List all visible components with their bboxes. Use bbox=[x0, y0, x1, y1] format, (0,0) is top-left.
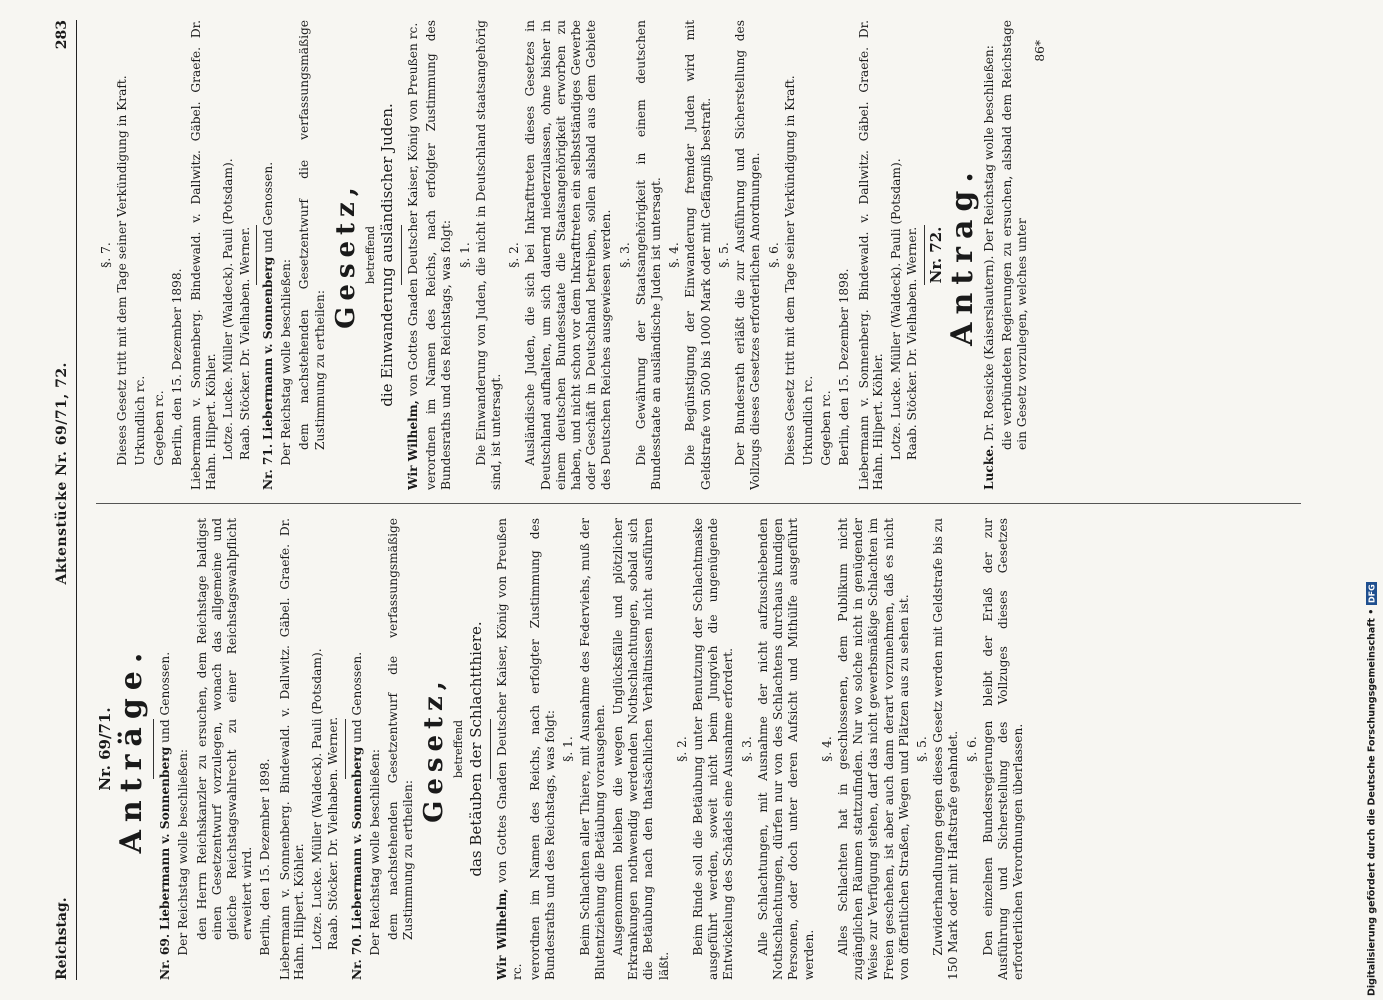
column-right bbox=[96, 20, 1316, 490]
paragraph-text: Ausgenommen bleiben die wegen Unglücksfälle und plötzlicher Erkrankungen nothwendig werdenden Nothschlachtungen, sobald sich die Betäubung nach den thatsächlichen Verhältnissen nicht ausführen läßt. bbox=[611, 518, 671, 980]
closing-formula: Gegeben rc. bbox=[819, 390, 834, 466]
signature-line: Raab. Stöcker. Dr. Vielhaben. Werner. bbox=[326, 716, 341, 950]
paragraph-number: §. 3. bbox=[617, 242, 632, 268]
column-left bbox=[96, 518, 1316, 980]
paragraph-number: §. 2. bbox=[507, 242, 522, 268]
divider bbox=[256, 225, 257, 285]
motion-tail: und Genossen. bbox=[349, 651, 364, 743]
motion-tail: und Genossen. bbox=[261, 161, 276, 253]
emperor-title: von Gottes Gnaden Deutscher Kaiser, König von Preußen rc. bbox=[406, 22, 421, 397]
motion-tail: und Genossen. bbox=[158, 651, 173, 743]
divider bbox=[490, 719, 491, 779]
preamble bbox=[406, 20, 421, 490]
law-heading: Gesetz, bbox=[330, 181, 361, 329]
paragraph-text: Den einzelnen Bundesregierungen bleibt der Erlaß der zur Ausführung und Sicherstellung des Vollzuges dieses Gesetzes erforderlichen Verordnungen überlassen. bbox=[980, 518, 1026, 980]
motion-author: Liebermann v. Sonnenberg bbox=[349, 746, 364, 930]
paragraph-number: §. 5. bbox=[914, 736, 929, 762]
paragraph-number: §. 4. bbox=[819, 736, 834, 762]
paragraph-number: §. 6. bbox=[964, 736, 979, 762]
motion-body: dem nachstehenden Gesetzentwurf die verfassungsmäßige Zustimmung zu ertheilen: bbox=[386, 518, 416, 940]
law-title: die Einwanderung ausländischer Juden. bbox=[378, 103, 397, 407]
paragraph-number: §. 5. bbox=[716, 242, 731, 268]
emperor-title: von Gottes Gnaden Deutscher Kaiser, König von Preußen rc. bbox=[494, 518, 524, 980]
paragraph-text: Die Gewährung der Staatsangehörigkeit in einem deutschen Bundesstaate an ausländische Juden ist untersagt. bbox=[633, 20, 664, 490]
motion-intro: Der Reichstag wolle beschließen: bbox=[176, 748, 191, 956]
motion-body: den Herrn Reichskanzler zu ersuchen, dem Reichstage baldigst einen Gesetzentwurf vorzulegen, wonach das allgemeine und gleiche Reichstagswahlrecht zu einer Reichstagswahlpflicht erweitert wird. bbox=[194, 518, 255, 940]
section-number: Nr. 72. bbox=[926, 226, 945, 284]
divider bbox=[153, 719, 154, 779]
emperor-name: Wir Wilhelm, bbox=[494, 888, 509, 980]
section-title: Anträge. bbox=[114, 644, 150, 854]
paragraph-text: Der Bundesrath erläßt die zur Ausführung und Sicherstellung des Vollzugs dieses Gesetzes erforderlichen Anordnungen. bbox=[733, 20, 763, 490]
signature-line: Raab. Stöcker. Dr. Vielhaben. Werner. bbox=[237, 226, 252, 460]
motion-number: Nr. 69. bbox=[158, 933, 173, 980]
paragraph-text: Zuwiderhandlungen gegen dieses Gesetz werden mit Geldstrafe bis zu 150 Mark oder mit Haftstrafe geahndet. bbox=[931, 518, 961, 980]
motion-author: Lucke. bbox=[981, 444, 996, 490]
section-title: Antrag. bbox=[944, 164, 980, 346]
signature-mark: 86* bbox=[1033, 40, 1048, 62]
motion-body: dem nachstehenden Gesetzentwurf die verfassungsmäßige Zustimmung zu ertheilen: bbox=[297, 20, 327, 450]
paragraph-text: Beim Schlachten aller Thiere, mit Ausnahme des Federviehs, muß der Blutentziehung die Betäubung vorausgehen. bbox=[577, 518, 607, 980]
paragraph-number: §. 7. bbox=[99, 242, 113, 268]
motion-author: Liebermann v. Sonnenberg bbox=[158, 746, 173, 930]
dfg-logo: DFG bbox=[1367, 583, 1377, 603]
motion-date: Berlin, den 15. Dezember 1898. bbox=[837, 268, 852, 466]
paragraph-text: Dieses Gesetz tritt mit dem Tage seiner Verkündigung in Kraft. bbox=[782, 75, 797, 466]
header-title: Aktenstücke Nr. 69/71, 72. bbox=[54, 362, 71, 585]
preamble-decree: verordnen im Namen des Reichs, nach erfolgter Zustimmung des Bundesraths und des Reichstags, was folgt: bbox=[424, 20, 454, 490]
emperor-name: Wir Wilhelm, bbox=[406, 400, 421, 490]
paragraph-text: Ausländische Juden, die sich bei Inkrafttreten dieses Gesetzes in Deutschland aufhalten, um sich dauernd niederzulassen, ohne bisher in einem deutschen Bundesstaate die Staatsangehörigkeit erworben zu haben, und nicht schon vor dem Inkrafttreten ein selbstständiges Gewerbe oder Geschäft in Deutschland betreiben, sollen alsbald aus dem Gebiete des Deutschen Reiches ausgewiesen werden. bbox=[523, 20, 614, 490]
signatures bbox=[857, 20, 920, 490]
signature-line: Liebermann v. Sonnenberg. Bindewald. v. Dallwitz. Gäbel. Graefe. Dr. Hahn. Hilpert. Köhler. bbox=[189, 20, 218, 490]
closing-formula: Urkundlich rc. bbox=[133, 375, 148, 466]
preamble-decree: verordnen im Namen des Reichs, nach erfolgter Zustimmung des Bundesraths und des Reichstags, was folgt: bbox=[528, 518, 558, 980]
paragraph-number: §. 1. bbox=[457, 242, 472, 268]
paragraph-number: §. 1. bbox=[561, 736, 576, 762]
signature-line: Lotze. Lucke. Müller (Waldeck). Pauli (Potsdam). bbox=[309, 648, 324, 950]
paragraph-number: §. 3. bbox=[739, 736, 754, 762]
closing-formula: Gegeben rc. bbox=[151, 390, 166, 466]
signature-line: Liebermann v. Sonnenberg. Bindewald. v. Dallwitz. Gäbel. Graefe. Dr. Hahn. Hilpert. Köhler. bbox=[277, 518, 307, 980]
motion-author: Liebermann v. Sonnenberg bbox=[261, 256, 276, 440]
divider bbox=[924, 225, 925, 285]
header-left: Reichstag. bbox=[54, 897, 71, 980]
paragraph-text: Dieses Gesetz tritt mit dem Tage seiner Verkündigung in Kraft. bbox=[115, 75, 130, 466]
paragraph-text: Alle Schlachtungen, mit Ausnahme der nicht aufzuschiebenden Nothschlachtungen, dürfen nur von des Schlachtens durchaus kundigen Personen, oder doch unter deren Aufsicht und Mithülfe ausgeführt werden. bbox=[755, 518, 816, 980]
signatures bbox=[189, 20, 252, 490]
motion-70-heading bbox=[350, 518, 365, 980]
motion-intro: Dr. Roesicke (Kaiserslautern). Der Reichstag wolle beschließen: bbox=[981, 45, 996, 441]
paragraph-text: Beim Rinde soll die Betäubung unter Benutzung der Schlachtmaske ausgeführt werden, soweit nicht beim Jungvieh die ungenügende Entwickelung des Schädels eine Ausnahme erfordert. bbox=[691, 518, 736, 980]
paragraph-number: §. 4. bbox=[667, 242, 682, 268]
signature-line: Lotze. Lucke. Müller (Waldeck). Pauli (Potsdam). bbox=[221, 158, 236, 460]
divider bbox=[401, 225, 402, 285]
law-title: das Betäuben der Schlachtthiere. bbox=[466, 621, 485, 877]
closing-formula: Urkundlich rc. bbox=[800, 375, 815, 466]
rotated-page-content bbox=[50, 20, 1320, 980]
motion-71-heading bbox=[261, 20, 276, 490]
preamble bbox=[495, 518, 525, 980]
divider bbox=[345, 719, 346, 779]
section-number: Nr. 69/71. bbox=[96, 707, 114, 791]
signature-line: Raab. Stöcker. Dr. Vielhaben. Werner. bbox=[905, 226, 920, 460]
motion-intro: Der Reichstag wolle beschließen: bbox=[279, 258, 294, 466]
signature-line: Lotze. Lucke. Müller (Waldeck). Pauli (Potsdam). bbox=[888, 158, 903, 460]
paragraph-number: §. 2. bbox=[674, 736, 689, 762]
motion-intro: Der Reichstag wolle beschließen: bbox=[367, 748, 382, 956]
motion-72-heading bbox=[982, 20, 997, 490]
law-betreffend: betreffend bbox=[452, 719, 466, 779]
paragraph-text: Die Einwanderung von Juden, die nicht in Deutschland staatsangehörig sind, ist untersagt. bbox=[473, 20, 504, 490]
motion-date: Berlin, den 15. Dezember 1898. bbox=[169, 268, 184, 466]
dfg-credit-text: Digitalisierung gefördert durch die Deutsche Forschungsgemeinschaft • bbox=[1366, 608, 1378, 996]
motion-number: Nr. 70. bbox=[349, 933, 364, 980]
motion-body: die verbündeten Regierungen zu ersuchen, alsbald dem Reichstage ein Gesetz vorzulegen, welches unter bbox=[999, 20, 1030, 450]
signatures bbox=[278, 518, 341, 980]
signature-line: Liebermann v. Sonnenberg. Bindewald. v. Dallwitz. Gäbel. Graefe. Dr. Hahn. Hilpert. Köhler. bbox=[856, 20, 886, 490]
paragraph-text: Alles Schlachten hat in geschlossenen, dem Publikum nicht zugänglichen Räumen stattzufinden. Nur wo solche nicht in genügender Weise zur Verfügung stehen, darf das nicht gewerbsmäßige Schlachten im Freien geschehen, ist aber auch dann derart vorzunehmen, daß es nicht von öffentlichen Straßen, Wegen und Plätzen aus zu sehen ist. bbox=[835, 518, 911, 980]
motion-date: Berlin, den 15. Dezember 1898. bbox=[258, 758, 273, 956]
law-heading: Gesetz, bbox=[419, 675, 450, 823]
paragraph-number: §. 6. bbox=[766, 242, 781, 268]
motion-number: Nr. 71. bbox=[261, 443, 276, 490]
paragraph-text: Die Begünstigung der Einwanderung fremder Juden wird mit Geldstrafe von 500 bis 1000 Mark oder mit Gefängniß bestraft. bbox=[683, 20, 713, 490]
column-divider bbox=[96, 503, 1301, 504]
page-header bbox=[50, 20, 77, 980]
dfg-credit bbox=[1362, 4, 1382, 996]
law-betreffend: betreffend bbox=[363, 225, 377, 285]
motion-69-heading bbox=[158, 518, 173, 980]
page-number: 283 bbox=[54, 20, 71, 50]
